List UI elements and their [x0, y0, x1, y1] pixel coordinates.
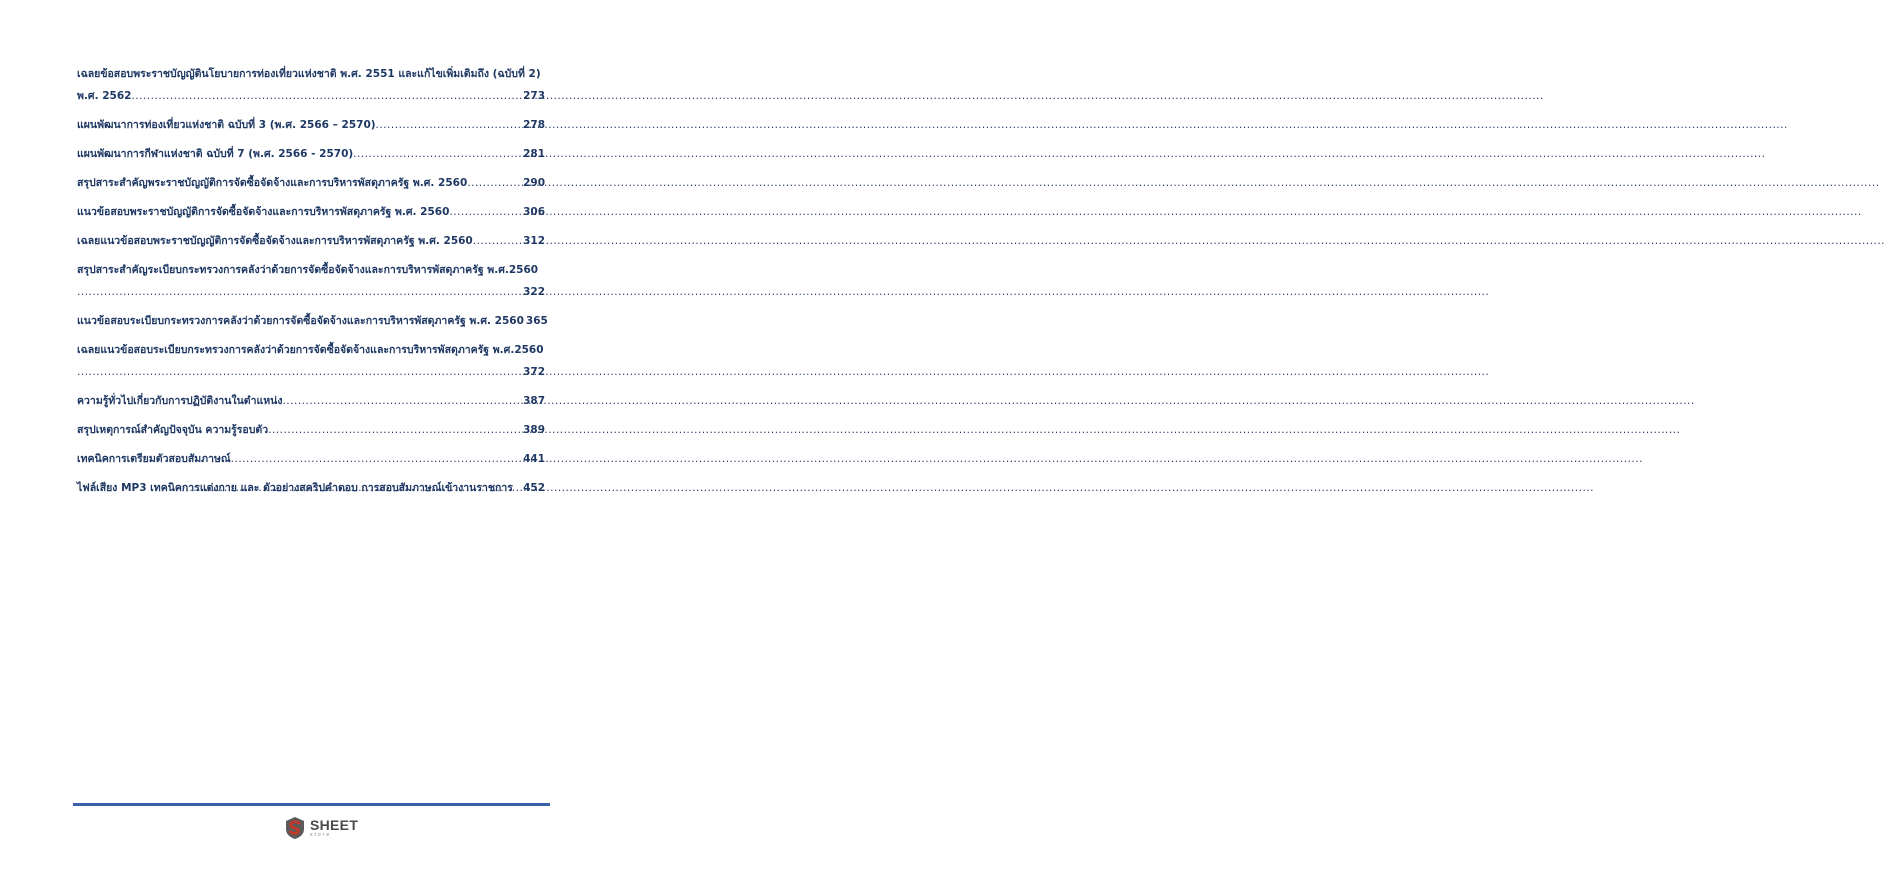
toc-entry-title: แนวข้อสอบระเบียบกระทรวงการคลังว่าด้วยการจัดซื้อจัดจ้างและการบริหารพัสดุภาครัฐ พ.ศ. 2560 [77, 315, 524, 327]
toc-entry-line [77, 453, 545, 466]
toc-entry[interactable] [77, 68, 545, 103]
dot-leader [473, 235, 521, 248]
toc-entry-line [77, 395, 545, 408]
toc-entry-page: 273 [523, 90, 545, 102]
toc-entry-line [77, 286, 545, 299]
toc-entry[interactable] [77, 119, 545, 132]
logo-text: SHEET [310, 817, 359, 833]
toc-entry-page: 389 [523, 424, 545, 436]
toc-entry-title-continued: พ.ศ. 2562 [77, 90, 132, 102]
toc-entry[interactable] [77, 264, 545, 299]
toc-entry-title: แผนพัฒนาการท่องเที่ยวแห่งชาติ ฉบับที่ 3 (พ.ศ. 2566 – 2570) [77, 119, 376, 131]
toc-entry-title: ความรู้ทั่วไปเกี่ยวกับการปฏิบัติงานในตำแหน่ง [77, 395, 283, 407]
toc-entry[interactable] [77, 235, 545, 248]
toc-entry-page: 372 [523, 366, 545, 378]
toc-entry-title: เฉลยแนวข้อสอบพระราชบัญญัติการจัดซื้อจัดจ้างและการบริหารพัสดุภาครัฐ พ.ศ. 2560 [77, 235, 473, 247]
dot-leader [77, 286, 521, 299]
dot-leader [376, 119, 522, 132]
toc-entry-line [77, 344, 545, 357]
toc-entry-line [77, 264, 545, 277]
toc-entry-line [77, 482, 545, 495]
toc-entry-line [77, 177, 545, 190]
dot-leader [449, 206, 521, 219]
logo-wordmark [310, 818, 358, 838]
dot-leader [131, 90, 521, 103]
toc-entry-title: เฉลยข้อสอบพระราชบัญญัตินโยบายการท่องเที่ยวแห่งชาติ พ.ศ. 2551 และแก้ไขเพิ่มเติมถึง (ฉบับที่ 2) [77, 68, 541, 80]
toc-entry-line [77, 424, 545, 437]
toc-entry-line [77, 235, 545, 248]
sheet-store-logo [284, 816, 358, 840]
toc-entry-line [77, 206, 545, 219]
dot-leader [77, 366, 521, 379]
toc-entry[interactable] [77, 206, 545, 219]
toc-entry[interactable] [77, 424, 545, 437]
toc-entry[interactable] [77, 315, 548, 328]
toc-entry-title: สรุปเหตุการณ์สำคัญปัจจุบัน ความรู้รอบตัว [77, 424, 269, 436]
toc-entry[interactable] [77, 482, 545, 495]
toc-entry-page: 387 [523, 395, 545, 407]
toc-entry-line [77, 68, 545, 81]
sheet-store-logo-icon [284, 816, 306, 840]
toc-entry-title: แผนพัฒนาการกีฬาแห่งชาติ ฉบับที่ 7 (พ.ศ. 2566 - 2570) [77, 148, 354, 160]
toc-entry[interactable] [77, 177, 545, 190]
toc-entry-page: 365 [525, 315, 548, 327]
dot-leader [268, 424, 521, 437]
dot-leader [353, 148, 521, 161]
toc-entry[interactable] [77, 395, 545, 408]
footer-rule [73, 803, 550, 806]
logo-subtext: store [310, 832, 332, 838]
toc-entry-line [77, 148, 545, 161]
toc-entry[interactable] [77, 453, 545, 466]
toc-entry-line [77, 315, 548, 328]
table-of-contents [77, 68, 548, 511]
toc-entry-title: แนวข้อสอบพระราชบัญญัติการจัดซื้อจัดจ้างและการบริหารพัสดุภาครัฐ พ.ศ. 2560 [77, 206, 450, 218]
toc-entry-title: สรุปสาระสำคัญระเบียบกระทรวงการคลังว่าด้วยการจัดซื้อจัดจ้างและการบริหารพัสดุภาครัฐ พ.ศ.2560 [77, 264, 539, 276]
toc-entry-line [77, 119, 545, 132]
toc-entry-title: เฉลยแนวข้อสอบระเบียบกระทรวงการคลังว่าด้วยการจัดซื้อจัดจ้างและการบริหารพัสดุภาครัฐ พ.ศ.2560 [77, 344, 544, 356]
dot-leader [282, 395, 521, 408]
dot-leader [182, 482, 521, 495]
toc-entry[interactable] [77, 148, 545, 161]
toc-entry-page: 312 [523, 235, 545, 247]
toc-entry-title: ไฟล์เสียง MP3 เทคนิคการแต่งกาย และ ตัวอย่างสคริปคำตอบ การสอบสัมภาษณ์เข้างานราชการ [77, 482, 513, 494]
toc-entry-line [77, 90, 545, 103]
toc-entry[interactable] [77, 344, 545, 379]
toc-entry-page: 290 [523, 177, 545, 189]
toc-entry-line [77, 366, 545, 379]
toc-entry-title: เทคนิคการเตรียมตัวสอบสัมภาษณ์ [77, 453, 231, 465]
toc-entry-page: 452 [523, 482, 545, 494]
toc-entry-page: 278 [523, 119, 545, 131]
toc-entry-page: 306 [523, 206, 545, 218]
dot-leader [467, 177, 521, 190]
dot-leader [231, 453, 521, 466]
toc-entry-page: 441 [523, 453, 545, 465]
toc-entry-page: 281 [523, 148, 545, 160]
toc-entry-title: สรุปสาระสำคัญพระราชบัญญัติการจัดซื้อจัดจ้างและการบริหารพัสดุภาครัฐ พ.ศ. 2560 [77, 177, 468, 189]
toc-entry-page: 322 [523, 286, 545, 298]
